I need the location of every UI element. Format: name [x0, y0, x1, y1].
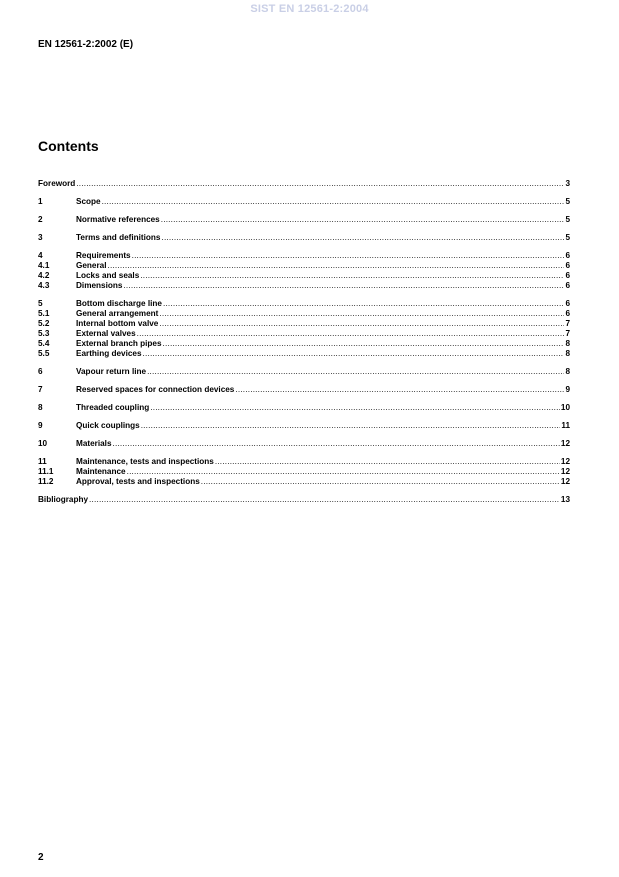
toc-title: General arrangement [76, 309, 159, 318]
toc-entry-10[interactable] [38, 438, 570, 449]
toc-entry-9[interactable] [38, 420, 570, 431]
toc-leader [113, 439, 560, 449]
toc-entry-11-2[interactable] [38, 476, 570, 487]
toc-number: 2 [38, 215, 43, 224]
toc-page: 8 [565, 367, 570, 376]
toc-page: 8 [565, 339, 570, 348]
contents-heading: Contents [38, 138, 99, 154]
toc-title: Internal bottom valve [76, 319, 159, 328]
toc-title: Quick couplings [76, 421, 140, 430]
toc-number: 3 [38, 233, 43, 242]
toc-page: 10 [560, 403, 570, 412]
toc-number: 5.5 [38, 349, 50, 358]
toc-leader [161, 233, 564, 243]
toc-entry-1[interactable] [38, 196, 570, 207]
toc-title: Dimensions [76, 281, 123, 290]
toc-title: Locks and seals [76, 271, 140, 280]
toc-title: General [76, 261, 107, 270]
toc-title: Maintenance, tests and inspections [76, 457, 214, 466]
toc-number: 5 [38, 299, 43, 308]
toc-page: 13 [560, 495, 570, 504]
toc-entry-7[interactable] [38, 384, 570, 395]
toc-number: 1 [38, 197, 43, 206]
toc-entry-3[interactable] [38, 232, 570, 243]
toc-number: 5.3 [38, 329, 50, 338]
toc-number: 5.2 [38, 319, 50, 328]
toc-page: 6 [565, 281, 570, 290]
toc-leader [235, 385, 564, 395]
toc-number: 10 [38, 439, 48, 448]
toc-title: Foreword [38, 179, 76, 188]
toc-page: 5 [565, 215, 570, 224]
toc-title: External valves [76, 329, 136, 338]
toc-page: 11 [561, 421, 570, 430]
toc-title: Earthing devices [76, 349, 142, 358]
toc-leader [141, 421, 561, 431]
toc-page: 3 [565, 179, 570, 188]
toc-leader [201, 477, 560, 487]
toc-title: Scope [76, 197, 101, 206]
toc-page: 7 [565, 319, 570, 328]
toc-page: 6 [565, 261, 570, 270]
watermark: SIST EN 12561-2:2004 [250, 3, 369, 15]
toc-leader [76, 179, 564, 189]
toc-number: 11.1 [38, 467, 54, 476]
toc-page: 6 [565, 299, 570, 308]
toc-leader [161, 215, 565, 225]
toc-number: 5.1 [38, 309, 50, 318]
toc-entry-8[interactable] [38, 402, 570, 413]
toc-page: 5 [565, 197, 570, 206]
toc-number: 9 [38, 421, 43, 430]
document-id: EN 12561-2:2002 (E) [38, 39, 134, 50]
toc-number: 5.4 [38, 339, 50, 348]
toc-number: 4.1 [38, 261, 50, 270]
toc-page: 5 [565, 233, 570, 242]
toc-title: Materials [76, 439, 112, 448]
toc-page: 6 [565, 251, 570, 260]
toc-page: 12 [560, 467, 570, 476]
toc-title: Vapour return line [76, 367, 147, 376]
toc-title: Normative references [76, 215, 160, 224]
toc-title: Bibliography [38, 495, 89, 504]
toc-number: 7 [38, 385, 43, 394]
toc-number: 6 [38, 367, 43, 376]
toc-number: 4 [38, 251, 43, 260]
toc-page: 12 [560, 477, 570, 486]
toc-page: 6 [565, 309, 570, 318]
toc-leader [143, 349, 565, 359]
toc-page: 12 [560, 439, 570, 448]
toc-page: 8 [565, 349, 570, 358]
toc-page: 6 [565, 271, 570, 280]
toc-title: Terms and definitions [76, 233, 161, 242]
toc-number: 8 [38, 403, 43, 412]
toc-page: 9 [565, 385, 570, 394]
toc-number: 4.3 [38, 281, 50, 290]
toc-title: Bottom discharge line [76, 299, 162, 308]
toc-number: 11.2 [38, 477, 54, 486]
toc-leader [102, 197, 565, 207]
toc-leader [147, 367, 564, 377]
toc-entry-6[interactable] [38, 366, 570, 377]
toc-entry-5-5[interactable] [38, 348, 570, 359]
toc-page: 7 [565, 329, 570, 338]
toc-leader [150, 403, 560, 413]
toc-entry-bibliography[interactable] [38, 494, 570, 505]
toc-leader [89, 495, 560, 505]
toc-entry-foreword[interactable] [38, 178, 570, 189]
page-number: 2 [38, 852, 44, 863]
toc-number: 11 [38, 457, 47, 466]
toc-entry-4-3[interactable] [38, 280, 570, 291]
toc-title: Requirements [76, 251, 131, 260]
toc-number: 4.2 [38, 271, 50, 280]
toc-entry-2[interactable] [38, 214, 570, 225]
toc-title: Maintenance [76, 467, 126, 476]
toc-title: External branch pipes [76, 339, 162, 348]
toc-title: Reserved spaces for connection devices [76, 385, 235, 394]
toc-title: Threaded coupling [76, 403, 150, 412]
toc-title: Approval, tests and inspections [76, 477, 200, 486]
toc-leader [123, 281, 564, 291]
toc-page: 12 [560, 457, 570, 466]
